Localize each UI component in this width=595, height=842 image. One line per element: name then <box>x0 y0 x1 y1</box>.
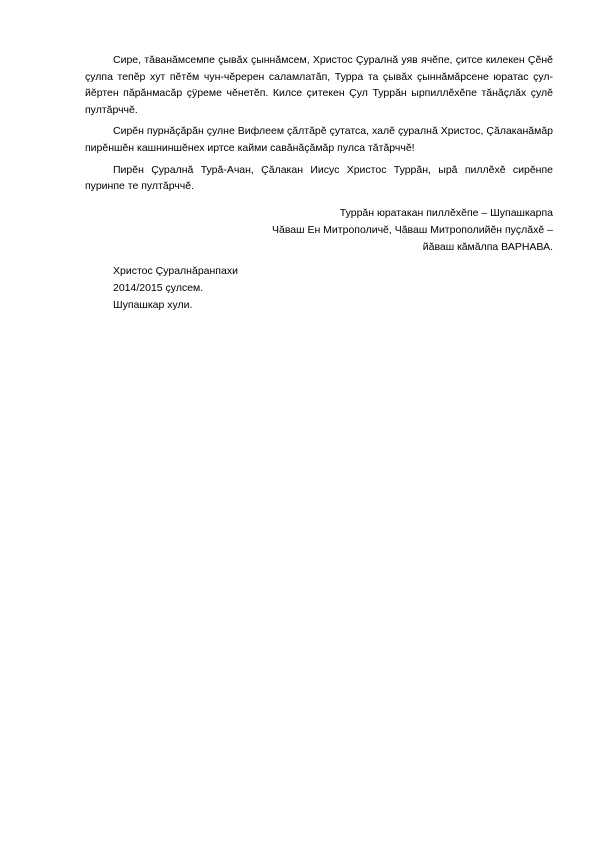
date-place-block <box>113 263 238 313</box>
signature-line-2: Чăваш Ен Митрополичĕ, Чăваш Митрополийĕн пуçлăхĕ – <box>271 223 553 236</box>
signature-line-1: Туррăн юратакан пиллĕхĕпе – Шупашкарпа <box>339 207 553 219</box>
letter-body <box>85 52 553 200</box>
signature-block <box>133 205 553 255</box>
paragraph-greeting: Сире, тăванăмсемпе çывăх çыннăмсем, Христос Çуралнă уяв ячĕпе, çитсе килекен Çĕнĕ çулпа тепĕр хут пĕтĕм чун-чĕререн саламлатăп, Турра та çывăх çыннăмăрсене юратас çул-йĕртен пăрăнмасăр çÿреме чĕнетĕп. Килсе çитекен Çул Туррăн ырпиллĕхĕпе тăнăçлăх çулĕ пултăрччĕ. <box>85 54 553 116</box>
footer-years-line: 2014/2015 çулсем. <box>113 281 204 294</box>
footer-era-line: Христос Çуралнăранпахи <box>113 265 238 277</box>
signature-line-3: йăваш кăмăлпа ВАРНАВА. <box>422 240 553 253</box>
paragraph-blessing: Пирĕн Çуралнă Турă-Ачан, Çăлакан Иисус Христос Туррăн, ырă пиллĕхĕ сирĕнпе пуринпе те пултăрччĕ. <box>85 163 553 193</box>
paragraph-star: Сирĕн пурнăçăрăн çулне Вифлеем çăлтăрĕ çутатса, халĕ çуралнă Христос, Çăлаканăмăр пирĕншĕн кашниншĕнех иртсе кайми савăнăçăмăр пулса тăтăрччĕ! <box>85 125 553 154</box>
footer-city-line: Шупашкар хули. <box>113 298 193 311</box>
